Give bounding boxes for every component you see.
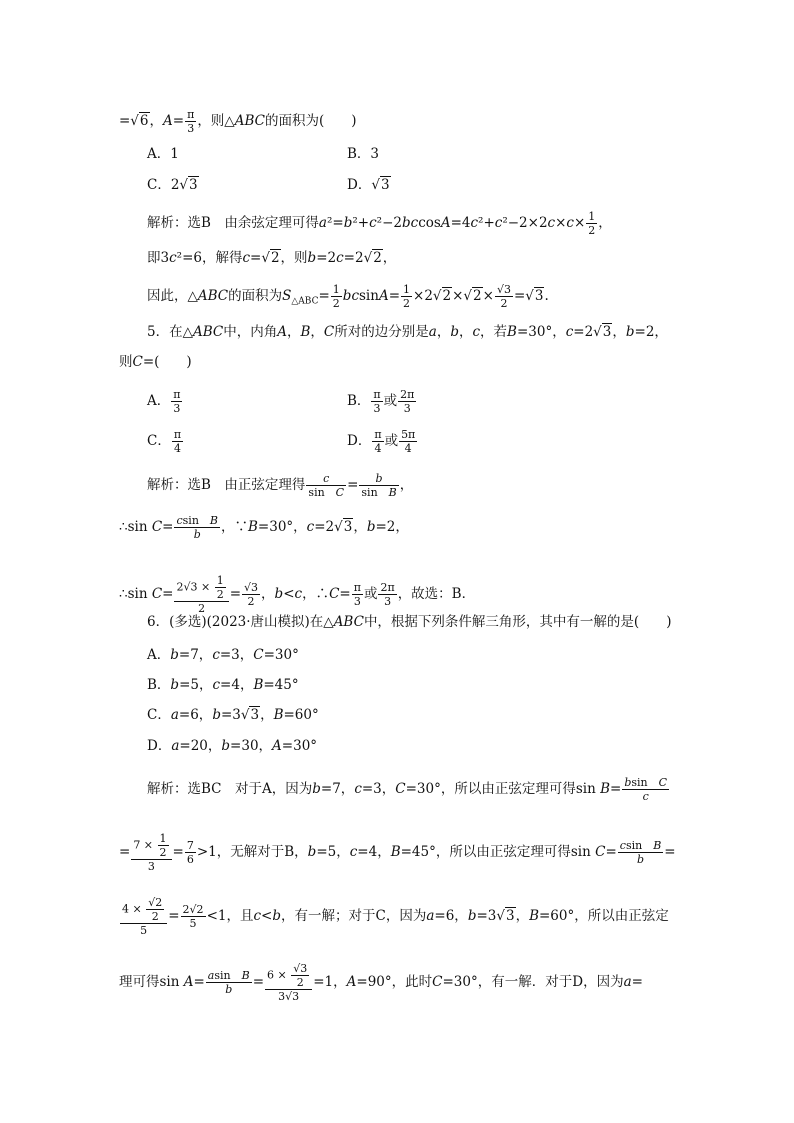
solution-line: = 7 × $\frac{1}{2}$ 3 = $\frac{7}{6}$ >1，无解对于B，b=5，c=4，B=45°，所以由正弦定理可得sin C= $\frac{\text{csin B}}{b}$ = (119, 832, 676, 873)
text-line: =√6，A= $\frac{\pi}{3}$ ，则△ABC的面积为( ) (119, 108, 357, 135)
option-a: A．b=7，c=3，C=30° (147, 647, 299, 663)
option-b: B． $\frac{\pi}{3}$ 或 $\frac{2\pi}{3}$ (347, 388, 415, 415)
solution-line: 因此，△ABC的面积为$S_{\triangle ABC}=$ $\frac{1}{2}$ bcsinA= $\frac{1}{2}$ ×2√2×√2× $\frac{√3}{2}$ =√3. (147, 283, 549, 310)
option-d: D．√3 (347, 177, 390, 193)
solution-line: 解析：选BC 对于A，因为b=7，c=3，C=30°，所以由正弦定理可得sin B= $\frac{\text{bsin C}}{c}$ (147, 776, 668, 803)
question-5-cont: 则C=( ) (119, 354, 192, 370)
solution-line: 即3c²=6，解得c=√2，则b=2c=2√2， (147, 250, 397, 266)
option-b: B．b=5，c=4，B=45° (147, 677, 299, 693)
option-c: C．2√3 (147, 177, 198, 193)
option-d: D．a=20，b=30，A=30° (147, 738, 318, 754)
solution-line: 理可得sin A= $\frac{\text{asin B}}{b}$ = 6 × $\frac{√3}{2}$ 3√3 =1，A=90°，此时C=30°，有一解．对于D，因为a= (119, 962, 643, 1003)
solution-line: ∴sin C= 2√3 × $\frac{1}{2}$ 2 = $\frac{√3}{2}$ ，b<c，∴C= $\frac{\pi}{3}$ 或 $\frac{2\pi}{3}$ ，故选：B． (119, 574, 476, 615)
solution-line: ∴sin C= $\frac{\text{csin B}}{b}$ ，∵B=30°，c=2√3，b=2， (119, 514, 409, 541)
option-c: C．a=6，b=3√3，B=60° (147, 707, 319, 723)
option-c: C． $\frac{\pi}{4}$ (147, 428, 182, 455)
solution-line: 4 × $\frac{√2}{2}$ 5 = $\frac{2√2}{5}$ <1，且c<b，有一解；对于C，因为a=6，b=3√3，B=60°，所以由正弦定 (122, 896, 669, 937)
option-a: A．1 (147, 146, 179, 162)
solution-line: 解析：选B 由正弦定理得 $\frac{c}{\text{sin C}}$ = $\frac{b}{\text{sin B}}$ ， (147, 472, 414, 499)
option-d: D． $\frac{\pi}{4}$ 或 $\frac{5\pi}{4}$ (347, 428, 416, 455)
question-5: 5．在△ABC中，内角A，B，C所对的边分别是a，b，c，若B=30°，c=2√3，b=2， (147, 324, 668, 340)
solution-line: 解析：选B 由余弦定理可得a²=b²+c²−2bccosA=4c²+c²−2×2c×c× $\frac{1}{2}$ ， (147, 210, 612, 237)
option-b: B．3 (347, 146, 380, 162)
option-a: A． $\frac{\pi}{3}$ (147, 388, 181, 415)
question-6: 6．(多选)(2023·唐山模拟)在△ABC中，根据下列条件解三角形，其中有一解的是( ) (147, 614, 672, 630)
